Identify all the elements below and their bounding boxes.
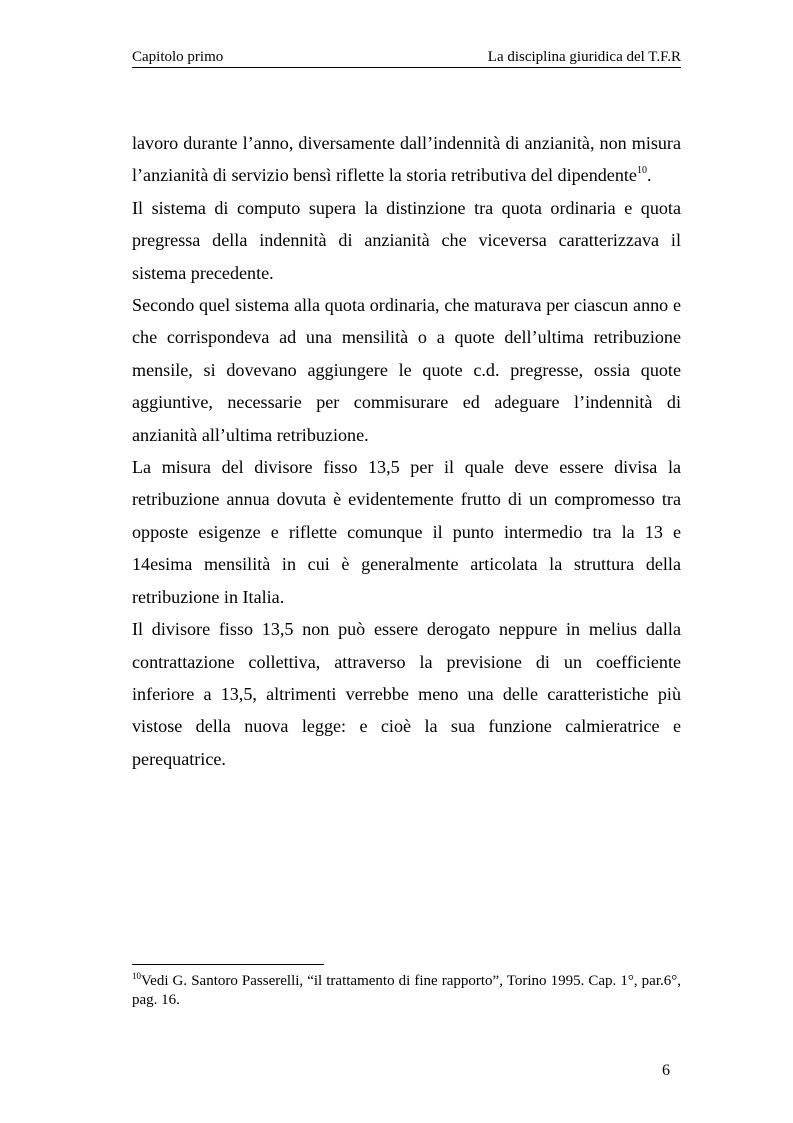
header-chapter: Capitolo primo xyxy=(132,49,224,65)
body-text xyxy=(132,127,681,775)
header-title: La disciplina giuridica del T.F.R xyxy=(487,49,681,65)
paragraph-5: Il divisore fisso 13,5 non può essere derogato neppure in melius dalla contrattazione collettiva, attraverso la previsione di un coefficiente inferiore a 13,5, altrimenti verrebbe meno una delle caratteristiche più vistose della nuova legge: e cioè la sua funzione calmieratrice e perequatrice. xyxy=(132,619,681,769)
paragraph-1-end: . xyxy=(646,165,652,186)
paragraph-3: Secondo quel sistema alla quota ordinaria, che maturava per ciascun anno e che corrispondeva ad una mensilità o a quote dell’ultima retribuzione mensile, si dovevano aggiungere le quote c.d. pregresse, ossia quote aggiuntive, necessarie per commisurare ed adeguare l’indennità di anzianità all’ultima retribuzione. xyxy=(132,295,681,445)
paragraph-4: La misura del divisore fisso 13,5 per il quale deve essere divisa la retribuzione annua dovuta è evidentemente frutto di un compromesso tra opposte esigenze e riflette comunque il punto intermedio tra la 13 e 14esima mensilità in cui è generalmente articolata la struttura della retribuzione in Italia. xyxy=(132,457,681,607)
footnote-reference: 10 xyxy=(636,165,647,177)
footnote-number: 10 xyxy=(132,971,141,981)
footnote xyxy=(132,972,681,1010)
page-number: 6 xyxy=(662,1062,670,1079)
paragraph-2: Il sistema di computo supera la distinzione tra quota ordinaria e quota pregressa della indennità di anzianità che viceversa caratterizzava il sistema precedente. xyxy=(132,197,681,283)
footnote-text: Vedi G. Santoro Passerelli, “il trattamento di fine rapporto”, Torino 1995. Cap. 1°, par.6°, pag. 16. xyxy=(132,973,681,1008)
running-header xyxy=(132,48,681,68)
paragraph-1 xyxy=(132,127,681,192)
footnote-separator xyxy=(132,964,324,965)
paragraph-1-text: lavoro durante l’anno, diversamente dall’indennità di anzianità, non misura l’anzianità di servizio bensì riflette la storia retributiva del dipendente xyxy=(132,133,681,186)
